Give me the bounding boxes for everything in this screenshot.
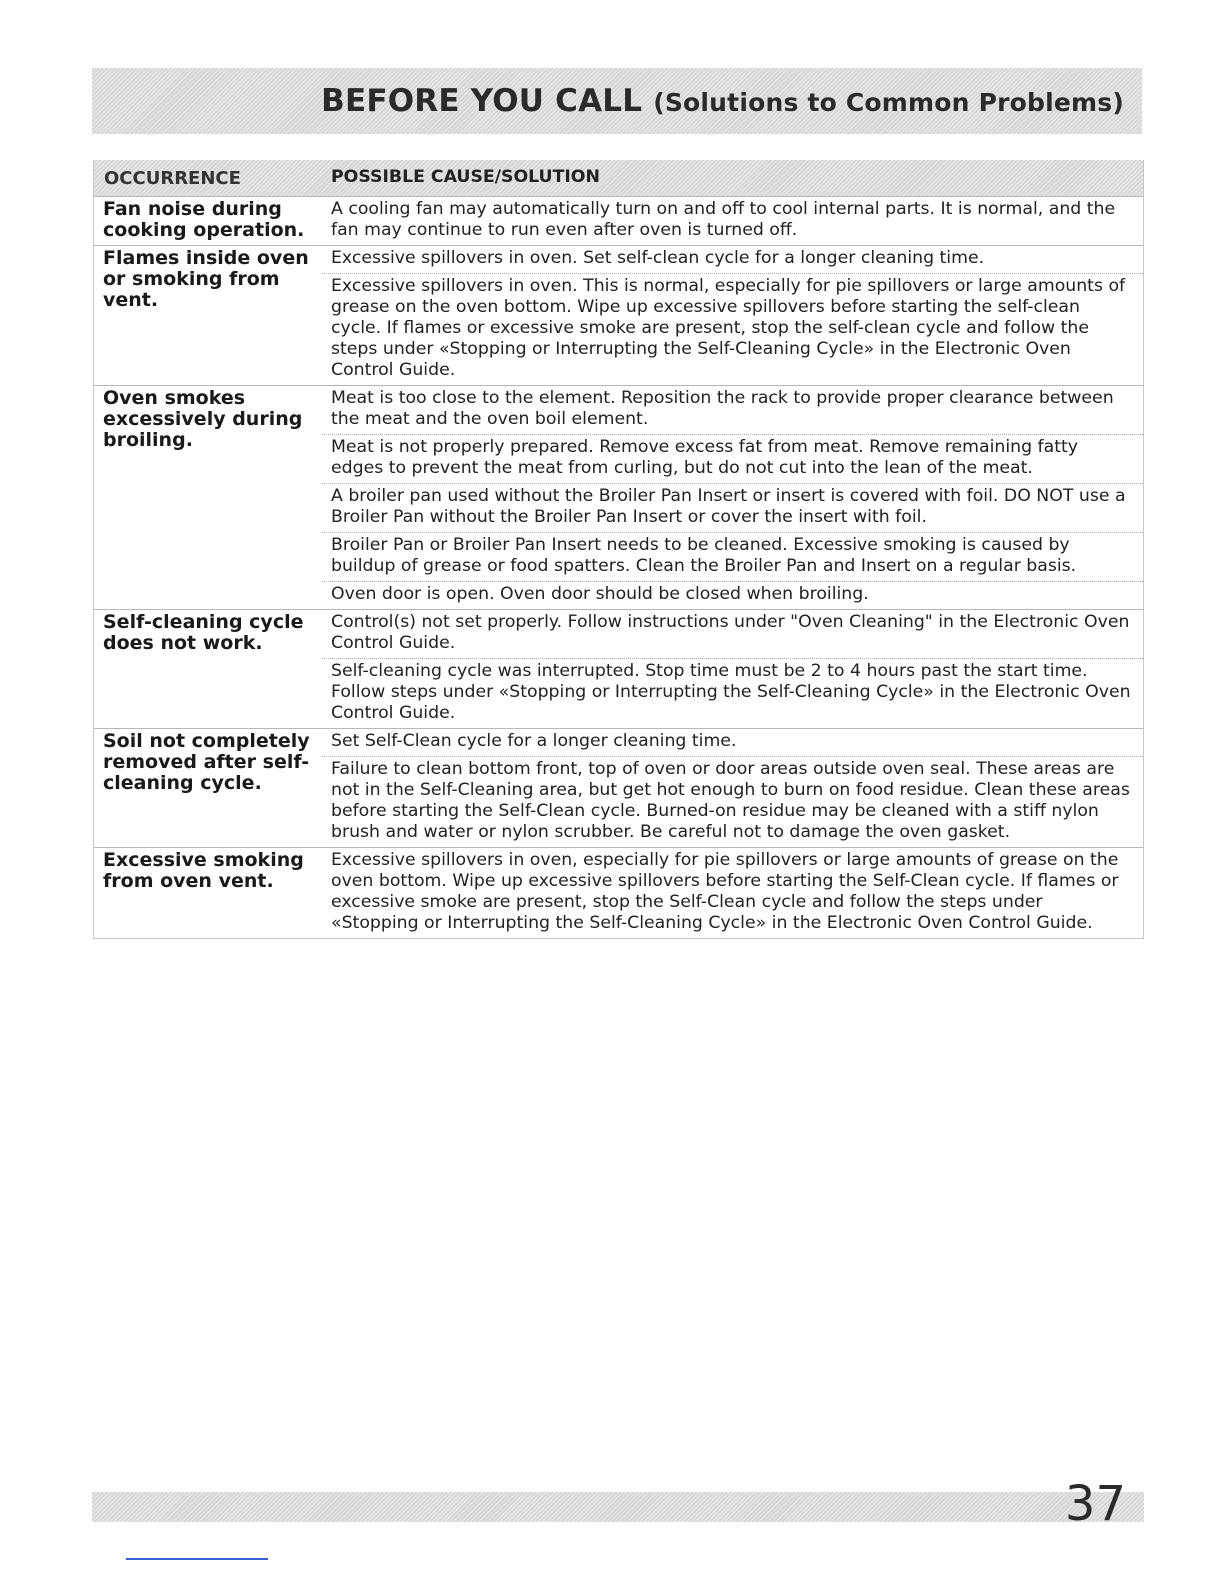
occurrence-cell: Fan noise during cooking operation.: [103, 198, 305, 241]
cause-cell: Broiler Pan or Broiler Pan Insert needs to be cleaned. Excessive smoking is caused by buildup of grease or food spatters. Clean the Broiler Pan and Insert on a regular basis.: [322, 532, 1143, 581]
cause-cell: A cooling fan may automatically turn on and off to cool internal parts. It is normal, and the fan may continue to run even after oven is turned off.: [331, 199, 1116, 240]
cause-cell: Self-cleaning cycle was interrupted. Stop time must be 2 to 4 hours past the start time. Follow steps under «Stopping or Interrupting the Self-Cleaning Cycle» in the Electronic Oven Control Guide.: [322, 658, 1143, 728]
table-header: [94, 160, 1143, 196]
column-header-occurrence: OCCURRENCE: [104, 167, 241, 189]
cause-cell: A broiler pan used without the Broiler Pan Insert or insert is covered with foil. DO NOT use a Broiler Pan without the Broiler Pan Insert or cover the insert with foil.: [322, 483, 1143, 532]
cause-cell: Excessive spillovers in oven, especially for pie spillovers or large amounts of grease on the oven bottom. Wipe up excessive spillovers before starting the Self-Clean cycle. If flames or excessive smoke are present, stop the Self-Clean cycle and follow the steps under «Stopping or Interrupting the Self-Cleaning Cycle» in the Electronic Oven Control Guide.: [331, 850, 1119, 933]
cause-cell: Set Self-Clean cycle for a longer cleaning time.: [331, 731, 737, 751]
table-row: [94, 609, 1143, 728]
table-row: [94, 385, 1143, 609]
footer-bar: [92, 1492, 1144, 1522]
table-row: [94, 245, 1143, 385]
occurrence-cell: Excessive smoking from oven vent.: [103, 849, 304, 892]
cause-cell: Meat is too close to the element. Reposition the rack to provide proper clearance between the meat and the oven boil element.: [331, 388, 1114, 429]
cause-cell: Excessive spillovers in oven. Set self-clean cycle for a longer cleaning time.: [331, 248, 985, 268]
table-row: [94, 196, 1143, 245]
occurrence-cell: Flames inside oven or smoking from vent.: [103, 247, 309, 311]
occurrence-cell: Soil not completely removed after self-cleaning cycle.: [103, 730, 310, 794]
occurrence-cell: Self-cleaning cycle does not work.: [103, 611, 304, 654]
table-row: [94, 728, 1143, 847]
cause-cell: Excessive spillovers in oven. This is normal, especially for pie spillovers or large amounts of grease on the oven bottom. Wipe up excessive spillovers before starting the self-clean cycle. If flames or excessive smoke are present, stop the self-clean cycle and follow the steps under «Stopping or Interrupting the Self-Cleaning Cycle» in the Electronic Oven Control Guide.: [322, 273, 1143, 385]
page-title: BEFORE YOU CALL (Solutions to Common Problems): [321, 83, 1124, 119]
header-banner: [92, 68, 1142, 134]
page-subtitle: (Solutions to Common Problems): [653, 88, 1124, 117]
troubleshooting-table: [93, 160, 1144, 939]
occurrence-cell: Oven smokes excessively during broiling.: [103, 387, 303, 451]
cause-cell: Failure to clean bottom front, top of oven or door areas outside oven seal. These areas are not in the Self-Cleaning area, but get hot enough to burn on food residue. Clean these areas before starting the Self-Clean cycle. Burned-on residue may be cleaned with a stiff nylon brush and water or nylon scrubber. Be careful not to damage the oven gasket.: [322, 756, 1143, 847]
cause-cell: Meat is not properly prepared. Remove excess fat from meat. Remove remaining fatty edges to prevent the meat from curling, but do not cut into the lean of the meat.: [322, 434, 1143, 483]
link-underline: [126, 1558, 268, 1560]
page-number: 37: [1064, 1476, 1126, 1532]
column-header-cause: POSSIBLE CAUSE/SOLUTION: [331, 166, 600, 187]
table-row: [94, 847, 1143, 938]
cause-cell: Oven door is open. Oven door should be closed when broiling.: [322, 581, 1143, 609]
cause-cell: Control(s) not set properly. Follow instructions under "Oven Cleaning" in the Electronic Oven Control Guide.: [331, 612, 1130, 653]
